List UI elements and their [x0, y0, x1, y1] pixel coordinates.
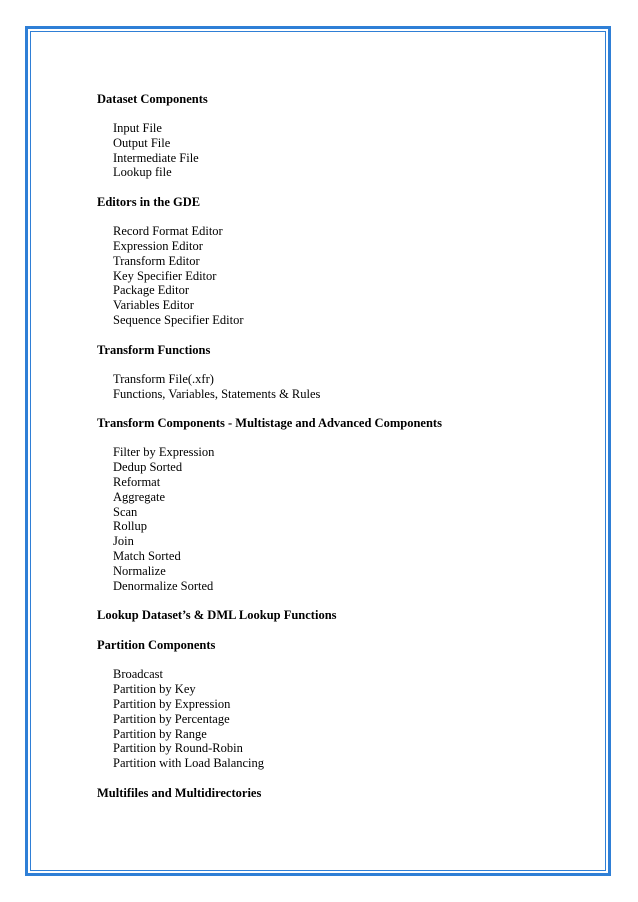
- list-item: Transform Editor: [113, 253, 200, 268]
- list-item: Record Format Editor: [113, 224, 223, 239]
- section-heading: Partition Components: [97, 638, 216, 653]
- list-item: Key Specifier Editor: [113, 268, 217, 283]
- list-item: Scan: [113, 504, 138, 519]
- document-content: [97, 92, 577, 801]
- list-item: Denormalize Sorted: [113, 578, 214, 593]
- list-item: Partition by Percentage: [113, 711, 230, 726]
- section-spacer: [97, 623, 577, 638]
- list-item: Partition by Range: [113, 726, 207, 741]
- list-item: Partition by Key: [113, 682, 196, 697]
- list-item: Partition by Expression: [113, 696, 231, 711]
- section-heading: Transform Components - Multistage and Advanced Components: [97, 416, 442, 431]
- list-item: Aggregate: [113, 489, 166, 504]
- list-item: Functions, Variables, Statements & Rules: [113, 386, 321, 401]
- list-item: Match Sorted: [113, 548, 181, 563]
- list-item: Output File: [113, 135, 171, 150]
- list-item: Lookup file: [113, 165, 172, 180]
- list-item: Filter by Expression: [113, 445, 215, 460]
- list-item: Intermediate File: [113, 150, 199, 165]
- section-heading: Transform Functions: [97, 342, 211, 357]
- section-item-list: [113, 667, 577, 771]
- section-item-list: [113, 445, 577, 593]
- section-item-list: [113, 121, 577, 180]
- list-item: Partition with Load Balancing: [113, 756, 265, 771]
- list-item: Variables Editor: [113, 298, 194, 313]
- list-item: Input File: [113, 121, 162, 135]
- list-item: Expression Editor: [113, 238, 203, 253]
- list-item: Transform File(.xfr): [113, 371, 214, 386]
- section-heading: Lookup Dataset’s & DML Lookup Functions: [97, 608, 337, 623]
- section-item-list: [113, 224, 577, 328]
- list-item: Broadcast: [113, 667, 163, 682]
- list-item: Reformat: [113, 474, 161, 489]
- section-heading: Multifiles and Multidirectories: [97, 785, 262, 800]
- list-item: Sequence Specifier Editor: [113, 312, 244, 327]
- section-heading: Editors in the GDE: [97, 195, 201, 210]
- list-item: Package Editor: [113, 283, 190, 298]
- list-item: Join: [113, 534, 134, 549]
- section-item-list: [113, 372, 577, 402]
- section-heading: Dataset Components: [97, 92, 208, 106]
- list-item: Dedup Sorted: [113, 460, 183, 475]
- list-item: Normalize: [113, 563, 166, 578]
- list-item: Rollup: [113, 519, 148, 534]
- list-item: Partition by Round-Robin: [113, 741, 243, 756]
